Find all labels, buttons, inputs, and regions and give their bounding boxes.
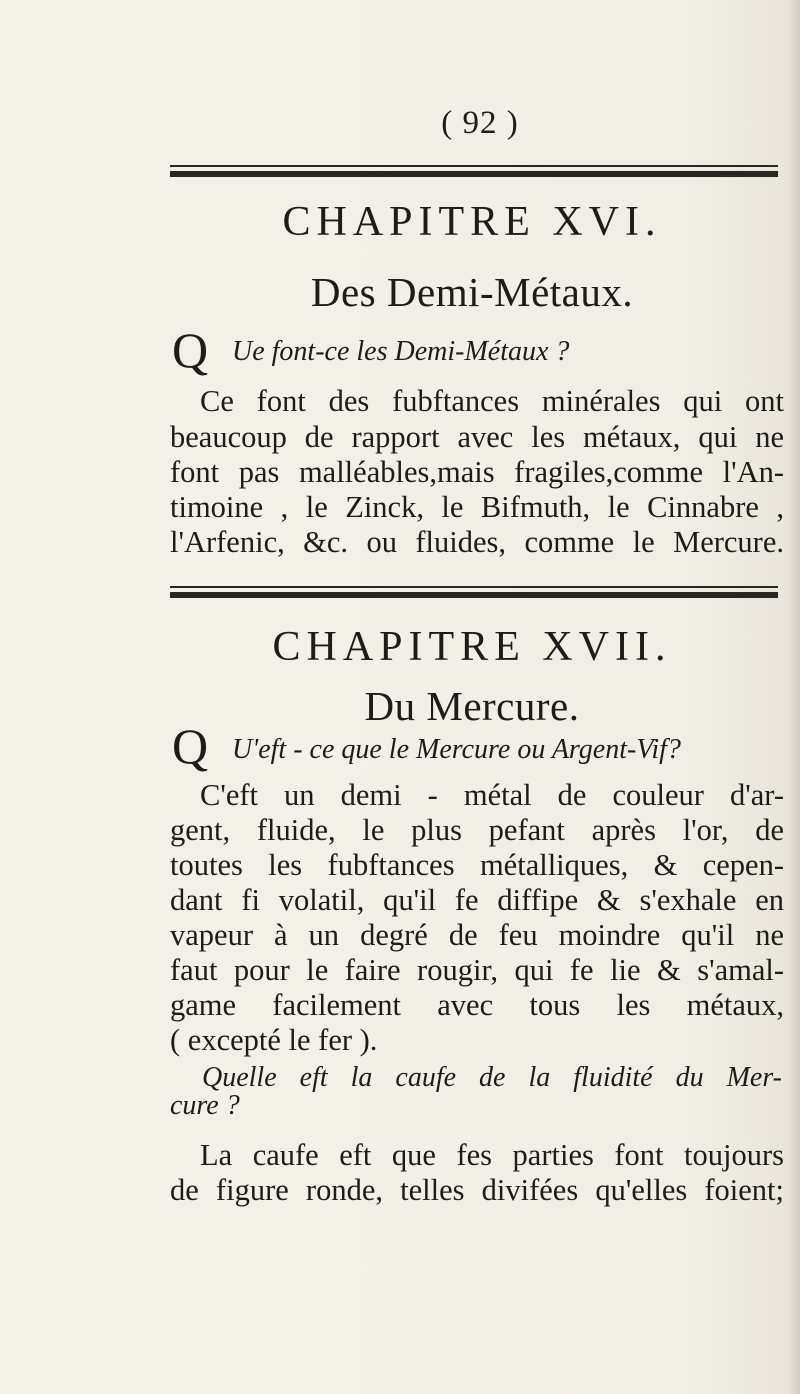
page-number: ( 92 ) (441, 105, 519, 141)
text-line: toutes les fubftances métalliques, & cepen- (170, 848, 784, 882)
text-line: dant fi volatil, qu'il fe diffipe & s'exhale en (170, 883, 784, 917)
chapter-heading: CHAPITRE XVII. (272, 624, 672, 670)
question-heading: U'eft - ce que le Mercure ou Argent-Vif? (232, 734, 681, 765)
chapter-heading: CHAPITRE XVI. (282, 199, 662, 245)
chapter-rule (170, 165, 778, 177)
text-line: vapeur à un degré de feu moindre qu'il ne (170, 918, 784, 952)
text-line: faut pour le faire rougir, qui fe lie & s'amal- (170, 953, 784, 987)
text-line: Ce font des fubftances minérales qui ont (200, 384, 784, 418)
chapter-subtitle: Du Mercure. (364, 683, 580, 729)
text-line: beaucoup de rapport avec les métaux, qui ne (170, 420, 784, 454)
question-heading: cure ? (170, 1090, 240, 1121)
text-line: C'eft un demi - métal de couleur d'ar- (200, 778, 784, 812)
chapter-rule (170, 586, 778, 598)
text-line: font pas malléables,mais fragiles,comme l'An- (170, 455, 784, 489)
text-line: l'Arfenic, &c. ou fluides, comme le Mercure. (170, 525, 784, 559)
text-line: de figure ronde, telles divifées qu'elles foient; (170, 1173, 784, 1207)
question-heading: Ue font-ce les Demi-Métaux ? (232, 336, 570, 367)
text-line: timoine , le Zinck, le Bifmuth, le Cinnabre , (170, 490, 784, 524)
text-line: La caufe eft que fes parties font toujours (200, 1138, 784, 1172)
page-edge-shadow (786, 0, 800, 1394)
question-heading: Quelle eft la caufe de la fluidité du Mer- (202, 1062, 782, 1093)
drop-capital: Q (172, 718, 209, 774)
chapter-subtitle: Des Demi-Métaux. (310, 269, 634, 315)
drop-capital: Q (172, 322, 209, 378)
text-line: ( excepté le fer ). (170, 1023, 378, 1057)
text-line: gent, fluide, le plus pefant après l'or, de (170, 813, 784, 847)
text-line: game facilement avec tous les métaux, (170, 988, 784, 1022)
